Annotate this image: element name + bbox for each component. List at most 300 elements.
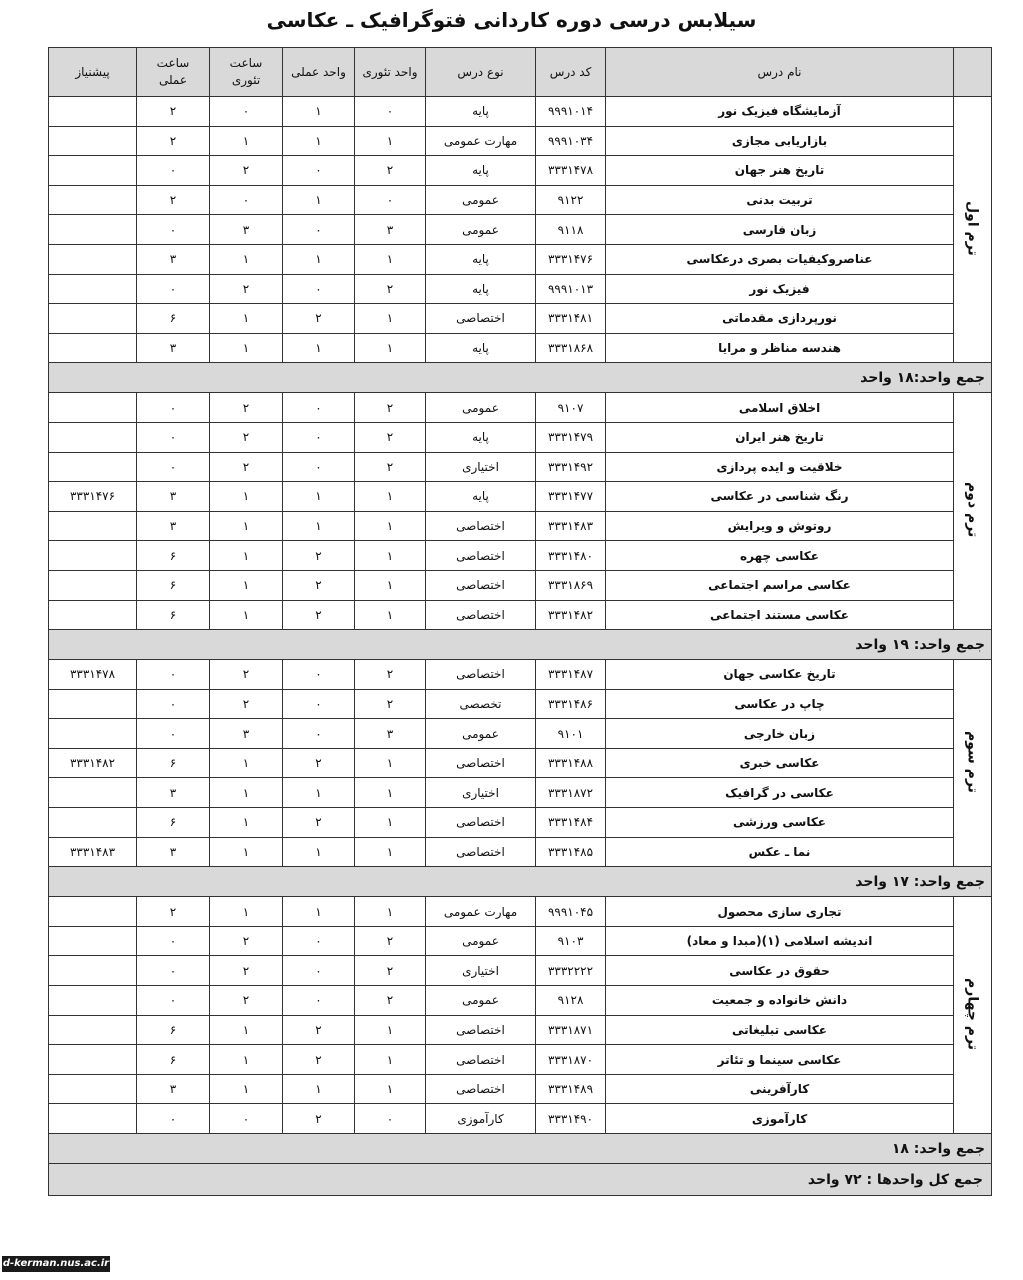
unit-practical: ۱ <box>283 897 355 927</box>
course-name: کارآفرینی <box>606 1074 954 1104</box>
course-type: پایه <box>426 274 536 304</box>
course-code: ۳۳۳۱۴۸۸ <box>536 748 606 778</box>
site-watermark: d-kerman.nus.ac.ir <box>2 1256 110 1272</box>
hours-practical: ۶ <box>137 600 210 630</box>
table-row <box>49 215 992 245</box>
term-label: ترم سوم <box>964 730 981 793</box>
course-code: ۹۱۲۲ <box>536 185 606 215</box>
unit-theory: ۲ <box>355 274 426 304</box>
hours-theory: ۱ <box>210 1074 283 1104</box>
course-name: هندسه مناظر و مرایا <box>606 333 954 363</box>
course-code: ۳۳۳۱۴۷۸ <box>536 156 606 186</box>
course-code: ۳۳۳۱۴۷۷ <box>536 482 606 512</box>
course-type: اختصاصی <box>426 837 536 867</box>
hours-practical: ۰ <box>137 274 210 304</box>
hours-practical: ۰ <box>137 986 210 1016</box>
unit-practical: ۲ <box>283 600 355 630</box>
hours-theory: ۱ <box>210 541 283 571</box>
course-code: ۳۳۳۱۴۸۶ <box>536 689 606 719</box>
prerequisite: ۳۳۳۱۴۷۶ <box>49 482 137 512</box>
header-hours-theory: ساعت تئوری <box>210 48 283 97</box>
term-label-cell <box>954 97 992 363</box>
table-row <box>49 304 992 334</box>
hours-theory: ۲ <box>210 452 283 482</box>
hours-practical: ۰ <box>137 393 210 423</box>
course-type: تخصصی <box>426 689 536 719</box>
course-name: تاریخ عکاسی جهان <box>606 660 954 690</box>
unit-theory: ۲ <box>355 452 426 482</box>
hours-practical: ۶ <box>137 1045 210 1075</box>
unit-practical: ۰ <box>283 986 355 1016</box>
hours-theory: ۲ <box>210 274 283 304</box>
prerequisite <box>49 393 137 423</box>
course-name: عکاسی در گرافیک <box>606 778 954 808</box>
header-code: کد درس <box>536 48 606 97</box>
hours-practical: ۳ <box>137 511 210 541</box>
course-code: ۳۳۳۱۸۷۰ <box>536 1045 606 1075</box>
course-name: تربیت بدنی <box>606 185 954 215</box>
course-type: عمومی <box>426 215 536 245</box>
course-name: عناصروکیفیات بصری درعکاسی <box>606 244 954 274</box>
prerequisite <box>49 956 137 986</box>
unit-theory: ۱ <box>355 778 426 808</box>
course-name: تجاری سازی محصول <box>606 897 954 927</box>
course-type: اختصاصی <box>426 1045 536 1075</box>
hours-theory: ۳ <box>210 215 283 245</box>
course-code: ۳۳۳۱۴۸۱ <box>536 304 606 334</box>
unit-theory: ۲ <box>355 689 426 719</box>
course-name: فیزیک نور <box>606 274 954 304</box>
unit-practical: ۰ <box>283 926 355 956</box>
hours-theory: ۱ <box>210 244 283 274</box>
unit-theory: ۳ <box>355 719 426 749</box>
hours-theory: ۱ <box>210 126 283 156</box>
course-name: اندیشه اسلامی (۱)(مبدا و معاد) <box>606 926 954 956</box>
hours-practical: ۶ <box>137 1015 210 1045</box>
unit-theory: ۱ <box>355 570 426 600</box>
unit-theory: ۱ <box>355 1074 426 1104</box>
unit-practical: ۰ <box>283 452 355 482</box>
hours-practical: ۰ <box>137 660 210 690</box>
course-code: ۹۹۹۱۰۱۳ <box>536 274 606 304</box>
hours-practical: ۰ <box>137 422 210 452</box>
course-code: ۳۳۳۱۴۸۷ <box>536 660 606 690</box>
hours-theory: ۱ <box>210 570 283 600</box>
table-row <box>49 1104 992 1134</box>
table-row <box>49 393 992 423</box>
hours-theory: ۱ <box>210 333 283 363</box>
document-title: سیلابس درسی دوره کاردانی فتوگرافیک ـ عکاسی <box>266 8 757 32</box>
unit-theory: ۱ <box>355 333 426 363</box>
hours-practical: ۰ <box>137 689 210 719</box>
hours-practical: ۰ <box>137 1104 210 1134</box>
unit-theory: ۱ <box>355 244 426 274</box>
table-row <box>49 1015 992 1045</box>
hours-theory: ۱ <box>210 748 283 778</box>
hours-practical: ۰ <box>137 156 210 186</box>
prerequisite <box>49 244 137 274</box>
unit-theory: ۱ <box>355 897 426 927</box>
prerequisite <box>49 1015 137 1045</box>
unit-practical: ۲ <box>283 1104 355 1134</box>
course-type: اختصاصی <box>426 600 536 630</box>
unit-theory: ۰ <box>355 185 426 215</box>
course-code: ۳۳۳۱۴۷۹ <box>536 422 606 452</box>
prerequisite <box>49 808 137 838</box>
term-total-row <box>49 363 992 393</box>
hours-practical: ۳ <box>137 837 210 867</box>
unit-practical: ۲ <box>283 304 355 334</box>
course-name: زبان خارجی <box>606 719 954 749</box>
course-name: کارآموزی <box>606 1104 954 1134</box>
header-term <box>954 48 992 97</box>
prerequisite: ۳۳۳۱۴۸۳ <box>49 837 137 867</box>
course-code: ۳۳۳۱۴۸۵ <box>536 837 606 867</box>
course-name: حقوق در عکاسی <box>606 956 954 986</box>
term-label-cell <box>954 393 992 630</box>
unit-theory: ۳ <box>355 215 426 245</box>
hours-theory: ۳ <box>210 719 283 749</box>
course-type: اختصاصی <box>426 570 536 600</box>
course-type: اختصاصی <box>426 1074 536 1104</box>
unit-practical: ۰ <box>283 274 355 304</box>
prerequisite <box>49 719 137 749</box>
table-row <box>49 452 992 482</box>
course-type: عمومی <box>426 986 536 1016</box>
unit-theory: ۲ <box>355 156 426 186</box>
course-name: عکاسی ورزشی <box>606 808 954 838</box>
course-type: اختیاری <box>426 452 536 482</box>
course-code: ۳۳۳۱۴۸۴ <box>536 808 606 838</box>
unit-practical: ۲ <box>283 808 355 838</box>
course-name: تاریخ هنر ایران <box>606 422 954 452</box>
course-type: پایه <box>426 482 536 512</box>
hours-practical: ۰ <box>137 956 210 986</box>
table-row <box>49 778 992 808</box>
prerequisite <box>49 600 137 630</box>
course-code: ۹۱۰۳ <box>536 926 606 956</box>
course-code: ۹۱۰۷ <box>536 393 606 423</box>
prerequisite <box>49 511 137 541</box>
table-row <box>49 986 992 1016</box>
hours-theory: ۰ <box>210 185 283 215</box>
course-code: ۹۹۹۱۰۴۵ <box>536 897 606 927</box>
hours-practical: ۰ <box>137 215 210 245</box>
table-row <box>49 689 992 719</box>
hours-theory: ۲ <box>210 956 283 986</box>
course-type: عمومی <box>426 393 536 423</box>
hours-practical: ۶ <box>137 304 210 334</box>
course-name: عکاسی سینما و تئاتر <box>606 1045 954 1075</box>
term-total-row <box>49 867 992 897</box>
hours-theory: ۱ <box>210 482 283 512</box>
unit-practical: ۰ <box>283 422 355 452</box>
unit-theory: ۲ <box>355 422 426 452</box>
hours-theory: ۲ <box>210 393 283 423</box>
hours-practical: ۳ <box>137 1074 210 1104</box>
hours-practical: ۳ <box>137 778 210 808</box>
table-row <box>49 511 992 541</box>
unit-theory: ۱ <box>355 748 426 778</box>
unit-theory: ۲ <box>355 393 426 423</box>
prerequisite <box>49 570 137 600</box>
term-label: ترم اول <box>964 200 981 256</box>
unit-theory: ۲ <box>355 660 426 690</box>
course-name: روتوش و ویرایش <box>606 511 954 541</box>
header-prereq: پیشنیاز <box>49 48 137 97</box>
course-name: عکاسی مستند اجتماعی <box>606 600 954 630</box>
course-type: اختصاصی <box>426 660 536 690</box>
unit-theory: ۰ <box>355 1104 426 1134</box>
hours-theory: ۲ <box>210 689 283 719</box>
prerequisite <box>49 897 137 927</box>
course-name: اخلاق اسلامی <box>606 393 954 423</box>
unit-theory: ۰ <box>355 97 426 127</box>
course-name: تاریخ هنر جهان <box>606 156 954 186</box>
course-code: ۳۳۳۱۸۶۸ <box>536 333 606 363</box>
course-type: عمومی <box>426 185 536 215</box>
course-type: عمومی <box>426 926 536 956</box>
course-type: پایه <box>426 422 536 452</box>
unit-practical: ۱ <box>283 511 355 541</box>
prerequisite <box>49 126 137 156</box>
table-body <box>49 97 992 1196</box>
table-row <box>49 274 992 304</box>
header-unit-practical: واحد عملی <box>283 48 355 97</box>
hours-theory: ۱ <box>210 837 283 867</box>
course-name: عکاسی خبری <box>606 748 954 778</box>
course-code: ۳۳۳۱۸۷۲ <box>536 778 606 808</box>
table-row <box>49 660 992 690</box>
hours-theory: ۱ <box>210 1015 283 1045</box>
hours-practical: ۰ <box>137 452 210 482</box>
course-type: اختیاری <box>426 956 536 986</box>
prerequisite <box>49 986 137 1016</box>
unit-practical: ۲ <box>283 748 355 778</box>
table-row <box>49 956 992 986</box>
course-code: ۳۳۳۱۴۷۶ <box>536 244 606 274</box>
table-row <box>49 185 992 215</box>
unit-theory: ۱ <box>355 808 426 838</box>
course-code: ۳۳۳۱۴۹۰ <box>536 1104 606 1134</box>
prerequisite <box>49 926 137 956</box>
hours-theory: ۲ <box>210 986 283 1016</box>
course-name: خلاقیت و ایده پردازی <box>606 452 954 482</box>
hours-theory: ۱ <box>210 778 283 808</box>
grand-total-label: جمع کل واحدها : ۷۲ واحد <box>49 1164 992 1196</box>
table-row <box>49 156 992 186</box>
prerequisite: ۳۳۳۱۴۷۸ <box>49 660 137 690</box>
unit-practical: ۲ <box>283 541 355 571</box>
course-name: نورپردازی مقدماتی <box>606 304 954 334</box>
course-type: عمومی <box>426 719 536 749</box>
unit-practical: ۱ <box>283 244 355 274</box>
hours-practical: ۳ <box>137 482 210 512</box>
unit-practical: ۰ <box>283 215 355 245</box>
course-name: نما ـ عکس <box>606 837 954 867</box>
course-type: پایه <box>426 156 536 186</box>
unit-theory: ۱ <box>355 541 426 571</box>
table-row <box>49 541 992 571</box>
header-type: نوع درس <box>426 48 536 97</box>
unit-theory: ۲ <box>355 986 426 1016</box>
course-name: عکاسی مراسم اجتماعی <box>606 570 954 600</box>
course-type: اختصاصی <box>426 541 536 571</box>
course-type: اختصاصی <box>426 304 536 334</box>
term-label-cell <box>954 660 992 867</box>
term-total-label: جمع واحد: ۱۹ واحد <box>49 630 992 660</box>
course-code: ۹۹۹۱۰۱۴ <box>536 97 606 127</box>
header-unit-theory: واحد تئوری <box>355 48 426 97</box>
prerequisite <box>49 778 137 808</box>
unit-practical: ۰ <box>283 689 355 719</box>
table-row <box>49 897 992 927</box>
hours-theory: ۲ <box>210 422 283 452</box>
term-label: ترم دوم <box>964 482 981 538</box>
prerequisite <box>49 541 137 571</box>
course-type: اختصاصی <box>426 511 536 541</box>
prerequisite <box>49 156 137 186</box>
course-name: زبان فارسی <box>606 215 954 245</box>
unit-theory: ۱ <box>355 126 426 156</box>
unit-practical: ۲ <box>283 1045 355 1075</box>
hours-practical: ۲ <box>137 126 210 156</box>
hours-theory: ۰ <box>210 1104 283 1134</box>
prerequisite <box>49 185 137 215</box>
unit-theory: ۱ <box>355 837 426 867</box>
unit-practical: ۱ <box>283 837 355 867</box>
course-name: عکاسی تبلیغاتی <box>606 1015 954 1045</box>
prerequisite <box>49 304 137 334</box>
prerequisite <box>49 1074 137 1104</box>
hours-theory: ۱ <box>210 897 283 927</box>
unit-theory: ۲ <box>355 956 426 986</box>
table-row <box>49 837 992 867</box>
table-row <box>49 1074 992 1104</box>
unit-theory: ۱ <box>355 304 426 334</box>
unit-practical: ۲ <box>283 1015 355 1045</box>
unit-practical: ۰ <box>283 156 355 186</box>
table-row <box>49 422 992 452</box>
header-row <box>49 48 992 97</box>
course-code: ۹۹۹۱۰۳۴ <box>536 126 606 156</box>
unit-practical: ۰ <box>283 393 355 423</box>
course-type: اختصاصی <box>426 1015 536 1045</box>
hours-practical: ۰ <box>137 926 210 956</box>
hours-practical: ۲ <box>137 897 210 927</box>
unit-theory: ۱ <box>355 1045 426 1075</box>
unit-theory: ۱ <box>355 1015 426 1045</box>
prerequisite <box>49 422 137 452</box>
header-hours-practical: ساعت عملی <box>137 48 210 97</box>
hours-theory: ۲ <box>210 156 283 186</box>
course-name: رنگ شناسی در عکاسی <box>606 482 954 512</box>
term-total-label: جمع واحد: ۱۸ <box>49 1134 992 1164</box>
prerequisite <box>49 452 137 482</box>
course-type: اختیاری <box>426 778 536 808</box>
prerequisite: ۳۳۳۱۴۸۲ <box>49 748 137 778</box>
course-code: ۳۳۳۱۴۹۲ <box>536 452 606 482</box>
hours-practical: ۰ <box>137 719 210 749</box>
header-name: نام درس <box>606 48 954 97</box>
syllabus-table <box>48 47 992 1196</box>
prerequisite <box>49 333 137 363</box>
term-label-cell <box>954 897 992 1134</box>
unit-practical: ۱ <box>283 126 355 156</box>
course-type: پایه <box>426 97 536 127</box>
hours-theory: ۱ <box>210 808 283 838</box>
course-type: مهارت عمومی <box>426 897 536 927</box>
course-code: ۳۳۳۱۴۸۰ <box>536 541 606 571</box>
term-total-row <box>49 630 992 660</box>
term-total-label: جمع واحد: ۱۷ واحد <box>49 867 992 897</box>
hours-practical: ۲ <box>137 185 210 215</box>
course-code: ۳۳۳۱۸۶۹ <box>536 570 606 600</box>
table-row <box>49 570 992 600</box>
course-code: ۳۳۳۱۸۷۱ <box>536 1015 606 1045</box>
unit-practical: ۱ <box>283 185 355 215</box>
prerequisite <box>49 1045 137 1075</box>
course-code: ۳۳۳۱۴۸۲ <box>536 600 606 630</box>
term-label: ترم چهارم <box>964 977 981 1050</box>
course-code: ۹۱۰۱ <box>536 719 606 749</box>
hours-theory: ۱ <box>210 304 283 334</box>
hours-practical: ۳ <box>137 333 210 363</box>
unit-practical: ۰ <box>283 719 355 749</box>
table-row <box>49 600 992 630</box>
course-type: کارآموزی <box>426 1104 536 1134</box>
course-type: اختصاصی <box>426 808 536 838</box>
hours-practical: ۶ <box>137 541 210 571</box>
table-row <box>49 808 992 838</box>
table-row <box>49 97 992 127</box>
course-code: ۳۳۳۱۴۸۹ <box>536 1074 606 1104</box>
course-code: ۹۱۱۸ <box>536 215 606 245</box>
hours-practical: ۶ <box>137 748 210 778</box>
prerequisite <box>49 274 137 304</box>
table-row <box>49 1045 992 1075</box>
grand-total-row <box>49 1164 992 1196</box>
course-name: دانش خانواده و جمعیت <box>606 986 954 1016</box>
course-code: ۳۳۳۱۴۸۳ <box>536 511 606 541</box>
course-name: عکاسی چهره <box>606 541 954 571</box>
unit-theory: ۱ <box>355 482 426 512</box>
unit-practical: ۱ <box>283 482 355 512</box>
term-total-row <box>49 1134 992 1164</box>
unit-practical: ۱ <box>283 778 355 808</box>
prerequisite <box>49 689 137 719</box>
course-code: ۹۱۲۸ <box>536 986 606 1016</box>
course-type: پایه <box>426 244 536 274</box>
hours-theory: ۰ <box>210 97 283 127</box>
hours-theory: ۲ <box>210 660 283 690</box>
hours-theory: ۲ <box>210 926 283 956</box>
course-type: اختصاصی <box>426 748 536 778</box>
unit-practical: ۲ <box>283 570 355 600</box>
course-type: مهارت عمومی <box>426 126 536 156</box>
hours-theory: ۱ <box>210 1045 283 1075</box>
prerequisite <box>49 215 137 245</box>
course-code: ۳۳۳۲۲۲۲ <box>536 956 606 986</box>
hours-practical: ۲ <box>137 97 210 127</box>
course-name: چاپ در عکاسی <box>606 689 954 719</box>
table-row <box>49 126 992 156</box>
course-type: پایه <box>426 333 536 363</box>
course-name: بازاریابی مجازی <box>606 126 954 156</box>
table-row <box>49 719 992 749</box>
hours-practical: ۶ <box>137 570 210 600</box>
term-total-label: جمع واحد:۱۸ واحد <box>49 363 992 393</box>
